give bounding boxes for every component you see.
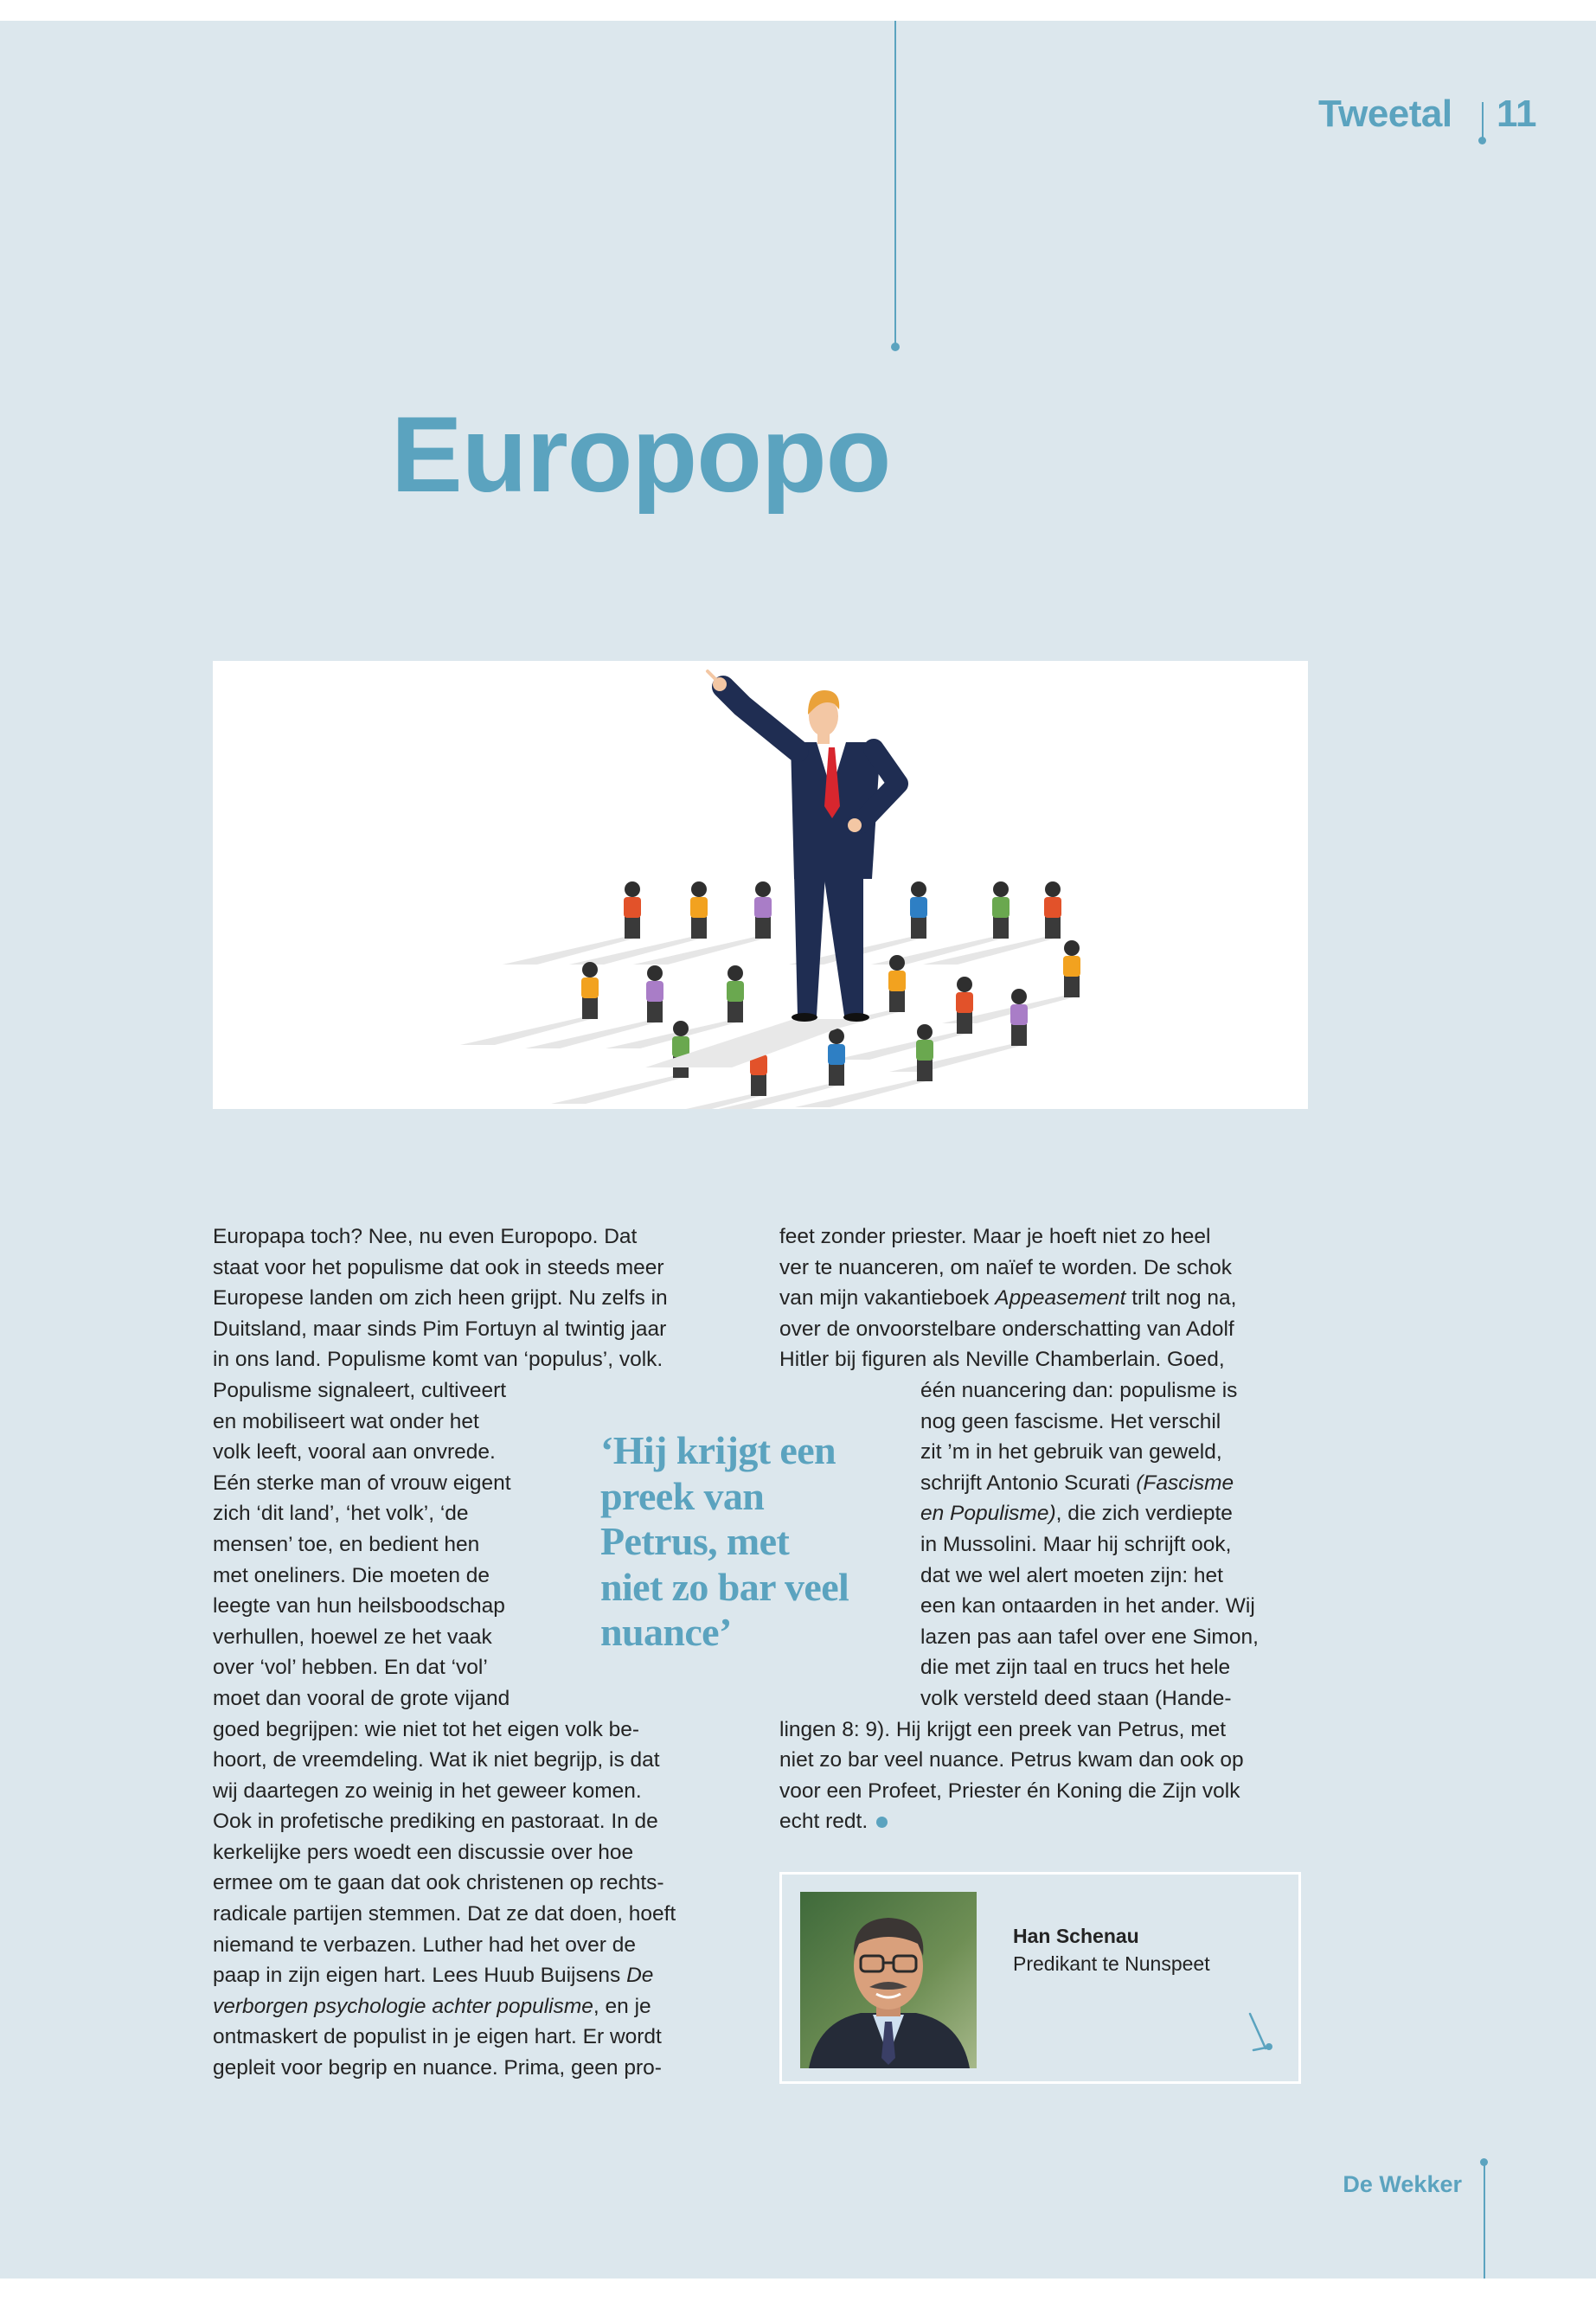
person-torso	[992, 897, 1010, 918]
person-head	[625, 881, 640, 897]
text-run: Eén sterke man of vrouw eigent	[213, 1471, 511, 1495]
person-head	[691, 881, 707, 897]
leader-shoe-right	[843, 1013, 869, 1022]
text-run: met oneliners. Die moeten de	[213, 1563, 490, 1587]
article-line	[213, 1683, 766, 1715]
text-run: van mijn vakantieboek	[779, 1286, 996, 1311]
text-run: in ons land. Populisme komt van ‘populus’, volk.	[213, 1348, 663, 1372]
person-legs	[751, 1074, 766, 1096]
person-legs	[917, 1059, 933, 1081]
leader-leg-right	[824, 874, 863, 1016]
author-role: Predikant te Nunspeet	[1013, 1952, 1210, 1975]
text-run: niet zo bar veel nuance. Petrus kwam dan ook op	[779, 1748, 1244, 1772]
text-run: Ook in profetische prediking en pastoraat. In de	[213, 1810, 658, 1834]
person-head	[1064, 940, 1080, 956]
person-head	[673, 1021, 689, 1036]
person-head	[582, 962, 598, 977]
article-line	[213, 1806, 766, 1837]
article-line	[779, 1283, 1333, 1314]
text-run: volk leeft, vooral aan onvrede.	[213, 1440, 496, 1465]
person-shadow	[835, 1032, 972, 1060]
person-legs	[691, 916, 707, 939]
person-torso	[646, 981, 663, 1002]
person-torso	[624, 897, 641, 918]
text-run: wij daartegen zo weinig in het geweer komen.	[213, 1779, 642, 1803]
author-photo	[800, 1892, 977, 2068]
crowd-person	[503, 881, 641, 965]
person-legs	[1045, 916, 1061, 939]
header-divider	[1482, 102, 1484, 140]
text-run: over ‘vol’ hebben. En dat ‘vol’	[213, 1656, 488, 1680]
corner-mark-icon	[1245, 2010, 1279, 2054]
italic-text: (Fascisme	[1136, 1471, 1234, 1495]
text-run: ver te nuanceren, om naïef te worden. De schok	[779, 1255, 1232, 1279]
text-run: zich ‘dit land’, ‘het volk’, ‘de	[213, 1502, 469, 1526]
article-line	[779, 1652, 1333, 1683]
leader-hand-hip	[848, 818, 862, 832]
text-run: over de onvoorstelbare onderschatting van Adolf	[779, 1317, 1234, 1341]
person-torso	[1044, 897, 1061, 918]
italic-text: en Populisme)	[920, 1502, 1056, 1526]
person-head	[917, 1024, 933, 1040]
text-run: lingen 8: 9). Hij krijgt een preek van Petrus, met	[779, 1717, 1227, 1741]
person-head	[647, 965, 663, 981]
person-legs	[993, 916, 1009, 939]
text-run: en mobiliseert wat onder het	[213, 1409, 479, 1433]
pull-quote-line: Petrus, met	[600, 1519, 790, 1564]
article-line	[213, 1745, 766, 1776]
text-run: voor een Profeet, Priester én Koning die Zijn volk	[779, 1779, 1240, 1803]
text-run: Europese landen om zich heen grijpt. Nu zelfs in	[213, 1286, 668, 1311]
text-run: volk versteld deed staan (Hande-	[920, 1686, 1232, 1710]
person-head	[1045, 881, 1061, 897]
article-line	[213, 1899, 766, 1930]
crowd-person	[460, 962, 599, 1045]
text-run: zit ’m in het gebruik van geweld,	[920, 1440, 1222, 1465]
text-run: gepleit voor begrip en nuance. Prima, geen pro-	[213, 2056, 662, 2080]
pull-quote-line: nuance’	[600, 1610, 732, 1655]
person-legs	[1011, 1023, 1027, 1046]
person-shadow	[795, 1080, 933, 1107]
person-legs	[647, 1000, 663, 1022]
top-vertical-rule	[894, 21, 896, 348]
article-line	[213, 1930, 766, 1961]
author-name: Han Schenau	[1013, 1925, 1139, 1947]
person-torso	[956, 992, 973, 1013]
text-run: goed begrijpen: wie niet tot het eigen volk be-	[213, 1717, 640, 1741]
leader-leg-left	[794, 874, 825, 1016]
person-torso	[1010, 1004, 1028, 1025]
person-torso	[1063, 956, 1080, 977]
article-line	[213, 1375, 766, 1407]
article-line	[213, 1344, 766, 1375]
text-run: dat we wel alert moeten zijn: het	[920, 1563, 1223, 1587]
person-head	[727, 965, 743, 981]
text-run: trilt nog na,	[1125, 1286, 1237, 1311]
text-run: staat voor het populisme dat ook in steeds meer	[213, 1255, 664, 1279]
text-run: niemand te verbazen. Luther had het over de	[213, 1932, 636, 1957]
pull-quote	[600, 1428, 903, 1656]
text-run: Populisme signaleert, cultiveert	[213, 1378, 507, 1402]
text-run: leegte van hun heilsboodschap	[213, 1594, 505, 1618]
pull-quote-line: niet zo bar veel	[600, 1564, 849, 1609]
article-title: Europopo	[391, 395, 891, 515]
person-torso	[581, 977, 599, 998]
person-torso	[690, 897, 708, 918]
page-number: 11	[1497, 93, 1537, 135]
header-divider-dot	[1478, 137, 1486, 144]
crowd-person	[606, 965, 744, 1048]
person-shadow	[503, 937, 640, 965]
person-torso	[916, 1040, 933, 1061]
publication-name: De Wekker	[1343, 2171, 1462, 2197]
text-run: Hitler bij figuren als Neville Chamberlain. Goed,	[779, 1348, 1225, 1372]
article-line	[213, 1960, 766, 1991]
article-line	[213, 2053, 766, 2084]
top-rule-dot	[891, 343, 900, 351]
article-line	[779, 1745, 1333, 1776]
text-run: hoort, de vreemdeling. Wat ik niet begrijp, is dat	[213, 1748, 660, 1772]
section-name: Tweetal	[1318, 93, 1452, 135]
person-legs	[1064, 975, 1080, 997]
leader-shoe-left	[792, 1013, 817, 1022]
crowd-person	[795, 1024, 933, 1107]
person-shadow	[569, 937, 707, 965]
person-legs	[582, 997, 598, 1019]
article-line	[779, 1221, 1333, 1253]
article-illustration	[213, 661, 1308, 1109]
page	[0, 21, 1596, 2279]
person-torso	[828, 1044, 845, 1065]
person-legs	[829, 1063, 844, 1086]
person-legs	[911, 916, 926, 939]
text-run: ontmaskert de populist in je eigen hart. Er wordt	[213, 2025, 662, 2049]
article-line	[213, 1221, 766, 1253]
article-line	[213, 1868, 766, 1899]
text-run: schrijft Antonio Scurati	[920, 1471, 1137, 1495]
article-line	[213, 1776, 766, 1807]
text-run: mensen’ toe, en bedient hen	[213, 1532, 480, 1556]
person-legs	[957, 1011, 972, 1034]
article-line	[779, 1253, 1333, 1284]
article-line	[213, 1652, 766, 1683]
person-torso	[727, 981, 744, 1002]
text-run: paap in zijn eigen hart. Lees Huub Buijsens	[213, 1964, 627, 1988]
article-line	[213, 1991, 766, 2022]
article-line	[213, 1715, 766, 1746]
author-portrait	[800, 1892, 977, 2068]
text-run: een kan ontaarden in het ander. Wij	[920, 1594, 1255, 1618]
leader-arm-pointing	[723, 687, 798, 751]
text-run: moet dan vooral de grote vijand	[213, 1686, 510, 1710]
person-legs	[889, 990, 905, 1012]
footer-vertical-rule	[1484, 2163, 1485, 2279]
person-legs	[727, 1000, 743, 1022]
text-run: verhullen, hoewel ze het vaak	[213, 1625, 492, 1649]
person-shadow	[551, 1076, 689, 1104]
article-line	[213, 1283, 766, 1314]
article-line	[779, 1683, 1333, 1715]
person-legs	[755, 916, 771, 939]
text-run: lazen pas aan tafel over ene Simon,	[920, 1625, 1259, 1649]
text-run: , die zich verdiepte	[1055, 1502, 1233, 1526]
text-run: één nuancering dan: populisme is	[920, 1378, 1238, 1402]
footer-rule-dot	[1480, 2158, 1488, 2166]
person-head	[957, 977, 972, 992]
person-torso	[888, 971, 906, 991]
text-run: kerkelijke pers woedt een discussie over hoe	[213, 1840, 634, 1864]
person-head	[911, 881, 926, 897]
article-line	[213, 2022, 766, 2053]
text-run: Europapa toch? Nee, nu even Europopo. Dat	[213, 1225, 638, 1248]
pull-quote-line: preek van	[600, 1473, 765, 1518]
end-of-article-dot	[876, 1817, 888, 1828]
person-torso	[910, 897, 927, 918]
author-box	[779, 1872, 1301, 2084]
italic-text: verborgen psychologie achter populisme	[213, 1994, 593, 2018]
person-head	[993, 881, 1009, 897]
pull-quote-line: ‘Hij krijgt een	[600, 1428, 836, 1472]
italic-text: De	[626, 1964, 654, 1988]
person-head	[1011, 989, 1027, 1004]
person-torso	[754, 897, 772, 918]
text-run: Duitsland, maar sinds Pim Fortuyn al twintig jaar	[213, 1317, 667, 1341]
text-run: echt redt.	[779, 1810, 869, 1834]
article-line	[779, 1314, 1333, 1345]
article-line	[213, 1253, 766, 1284]
text-run: ermee om te gaan dat ook christenen op rechts-	[213, 1871, 664, 1895]
article-line	[779, 1344, 1333, 1375]
text-run: radicale partijen stemmen. Dat ze dat doen, hoeft	[213, 1902, 676, 1926]
article-line	[779, 1715, 1333, 1746]
text-run: die met zijn taal en trucs het hele	[920, 1656, 1231, 1680]
italic-text: Appeasement	[995, 1286, 1126, 1311]
person-head	[755, 881, 771, 897]
article-line	[779, 1806, 1333, 1837]
leader-finger	[708, 671, 718, 682]
article-line	[779, 1776, 1333, 1807]
illustration-canvas	[213, 661, 1308, 1109]
article-line	[779, 1375, 1333, 1407]
person-legs	[625, 916, 640, 939]
leader-figure	[645, 671, 898, 1067]
crowd-group	[460, 881, 1080, 1109]
text-run: in Mussolini. Maar hij schrijft ook,	[920, 1532, 1232, 1556]
text-run: , en je	[593, 1994, 651, 2018]
text-run: feet zonder priester. Maar je hoeft niet zo heel	[779, 1225, 1211, 1248]
person-head	[889, 955, 905, 971]
article-line	[213, 1314, 766, 1345]
article-line	[213, 1837, 766, 1868]
text-run: nog geen fascisme. Het verschil	[920, 1409, 1221, 1433]
